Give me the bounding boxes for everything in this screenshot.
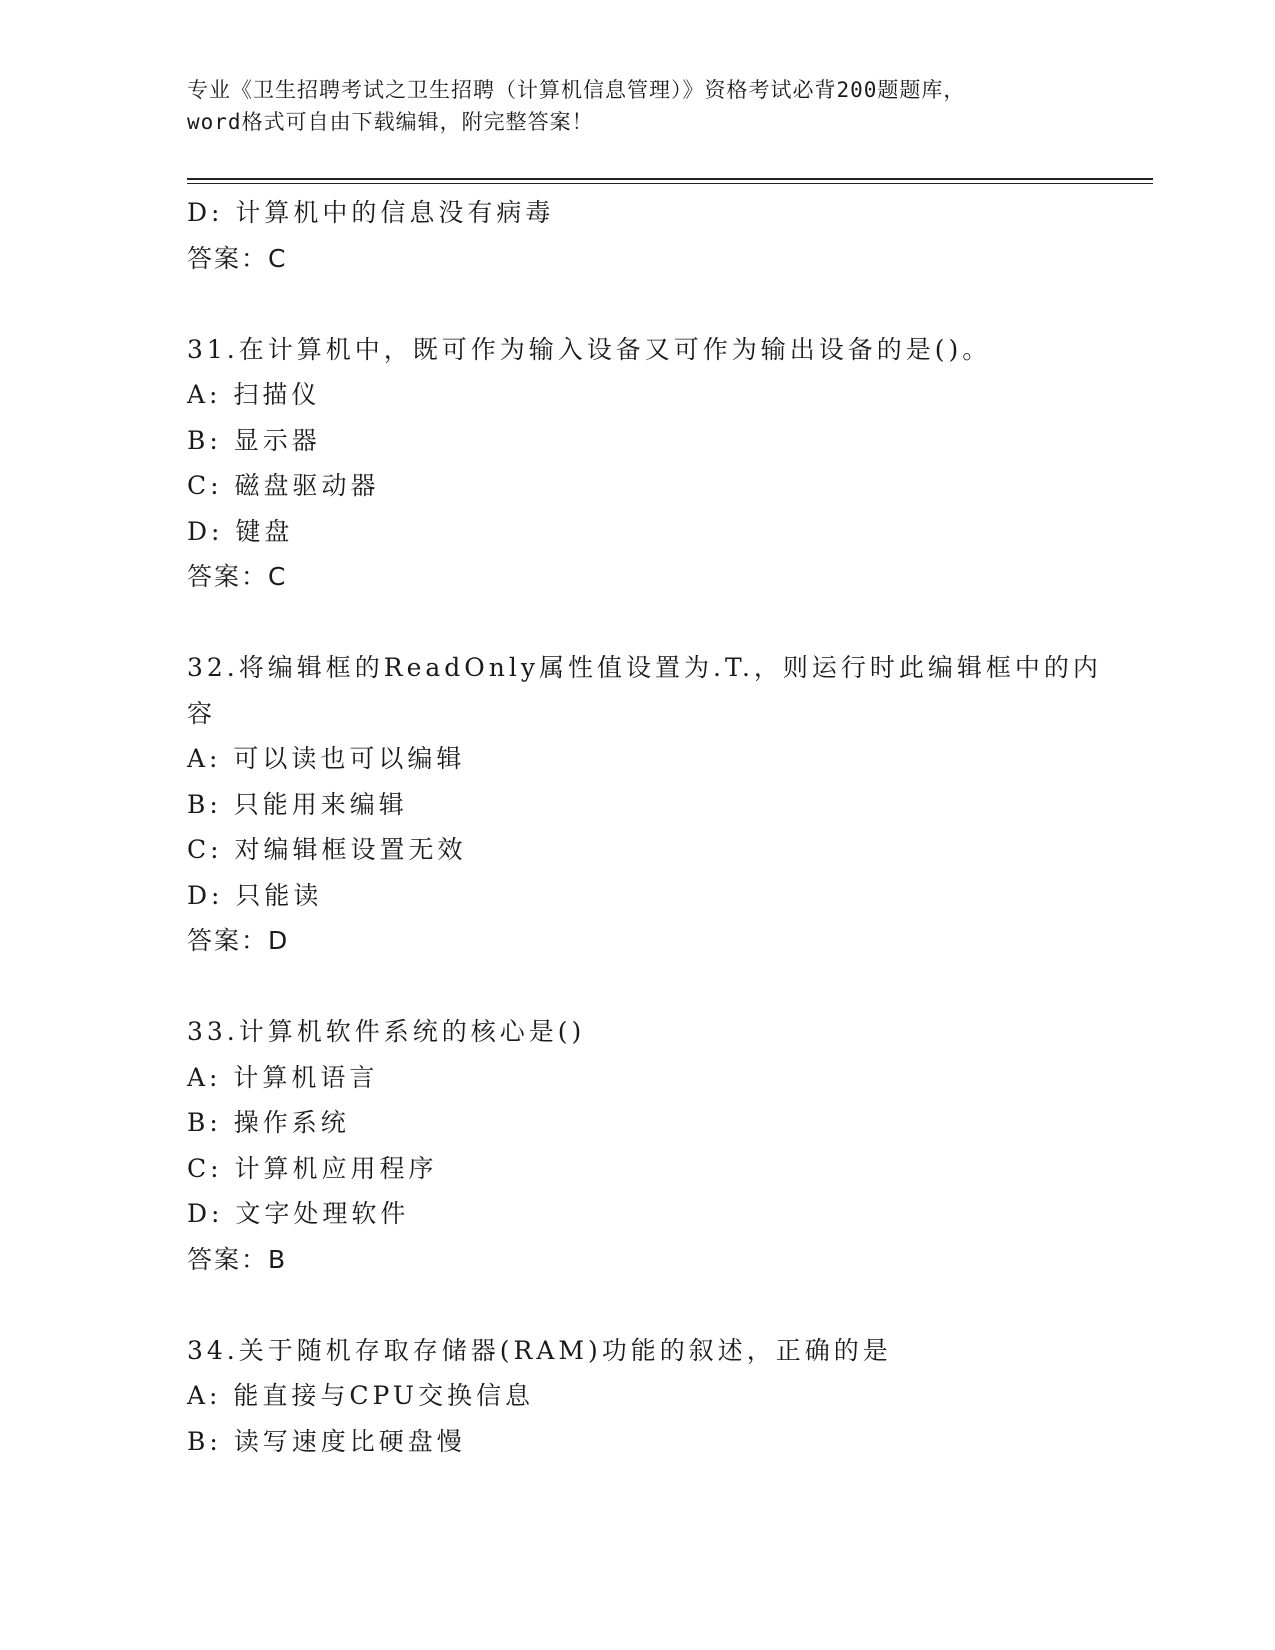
document-header [187,74,1087,138]
option-a: A: 扫描仪 [187,380,321,409]
spacer [187,600,1087,646]
question-31 [187,327,1087,600]
header-line-2: word格式可自由下载编辑，附完整答案！ [187,110,594,134]
header-line-1: 专业《卫生招聘考试之卫生招聘（计算机信息管理）》资格考试必背200题题库， [187,78,966,102]
question-title-line-1: 32.将编辑框的ReadOnly属性值设置为.T.，则运行时此编辑框中的内 [187,653,1102,682]
option-c: C: 对编辑框设置无效 [187,835,467,864]
option-a: A: 能直接与CPU交换信息 [187,1381,535,1410]
option-d: D: 只能读 [187,880,323,910]
option-d: D: 键盘 [187,516,294,546]
question-title: 31.在计算机中，既可作为输入设备又可作为输出设备的是()。 [187,334,992,364]
option-b: B: 只能用来编辑 [187,789,408,819]
header-divider-thin [187,183,1153,184]
question-title-line-2: 容 [187,698,217,728]
option-c: C: 磁盘驱动器 [187,471,380,500]
option-c: C: 计算机应用程序 [187,1153,438,1183]
question-32 [187,645,1102,964]
option-a: A: 计算机语言 [187,1062,379,1092]
option-b: B: 显示器 [187,425,321,455]
spacer [187,281,1087,327]
question-list [187,190,1102,1464]
carryover-question [187,190,1087,281]
header-divider-thick [187,178,1153,180]
option-b: B: 操作系统 [187,1108,350,1137]
answer-line: 答案：B [187,1244,288,1274]
option-d: D: 计算机中的信息没有病毒 [187,198,555,227]
answer-line: 答案：D [187,926,290,955]
answer-line: 答案：C [187,562,288,591]
question-34 [187,1328,1087,1465]
question-33 [187,1009,1087,1282]
option-a: A: 可以读也可以编辑 [187,744,466,773]
spacer [187,964,1087,1010]
spacer [187,1282,1087,1328]
option-d: D: 文字处理软件 [187,1199,410,1228]
question-title: 33.计算机软件系统的核心是() [187,1017,586,1046]
answer-line: 答案：C [187,243,288,273]
question-title: 34.关于随机存取存储器(RAM)功能的叙述，正确的是 [187,1335,892,1365]
option-b: B: 读写速度比硬盘慢 [187,1426,466,1456]
